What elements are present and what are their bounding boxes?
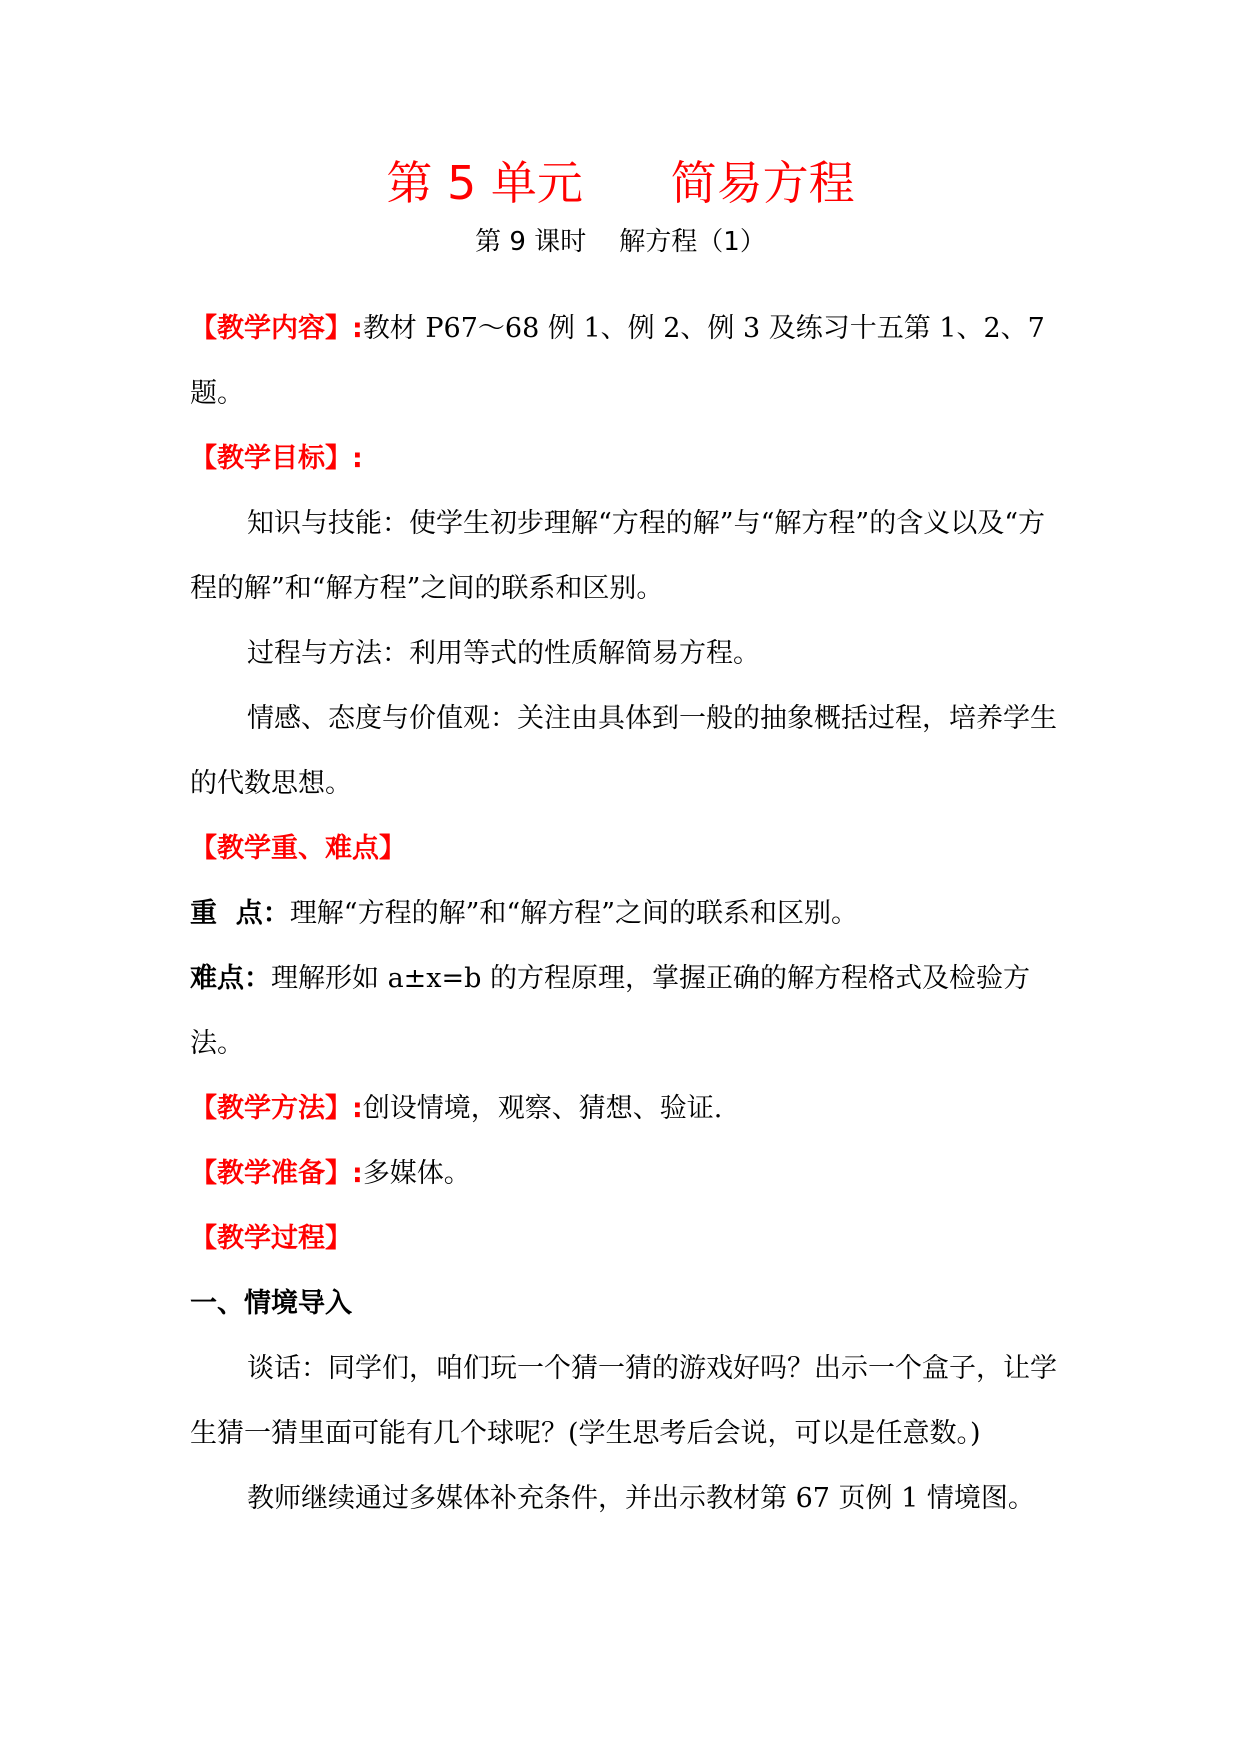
hard-point-label: 难点： (190, 963, 271, 994)
goal-emotion: 情感、态度与价值观：关注由具体到一般的抽象概括过程，培养学生的代数思想。 (190, 703, 1057, 799)
teaching-method-text: 创设情境，观察、猜想、验证. (362, 1093, 723, 1124)
keypoints-heading (190, 816, 1060, 881)
teaching-process-label: 【教学过程】 (190, 1223, 352, 1254)
key-point-label: 重 点： (190, 898, 290, 929)
hard-point-text: 理解形如 a±x=b 的方程原理，掌握正确的解方程格式及检验方法。 (190, 963, 1031, 1059)
teaching-method-label: 【教学方法】: (190, 1093, 363, 1124)
teaching-content-label: 【教学内容】: (190, 313, 363, 344)
document-body (190, 296, 1060, 1531)
unit-title: 第 5 单元 简易方程 (386, 156, 855, 210)
teaching-prep-label: 【教学准备】: (190, 1158, 363, 1189)
teaching-goals-heading (190, 426, 1060, 491)
teaching-content-text: 教材 P67～68 例 1、例 2、例 3 及练习十五第 1、2、7 题。 (190, 313, 1045, 409)
hard-point (190, 946, 1060, 1076)
key-point-text: 理解“方程的解”和“解方程”之间的联系和区别。 (289, 898, 859, 929)
teacher-paragraph: 教师继续通过多媒体补充条件，并出示教材第 67 页例 1 情境图。 (247, 1483, 1035, 1514)
teaching-goals-label: 【教学目标】: (190, 443, 363, 474)
section-heading: 一、情境导入 (190, 1288, 352, 1319)
key-point (190, 881, 1060, 946)
teaching-method (190, 1076, 1060, 1141)
goal-process: 过程与方法：利用等式的性质解简易方程。 (247, 638, 760, 669)
keypoints-label: 【教学重、难点】 (190, 833, 406, 864)
teaching-prep (190, 1141, 1060, 1206)
teaching-prep-text: 多媒体。 (362, 1158, 471, 1189)
goal-knowledge: 知识与技能：使学生初步理解“方程的解”与“解方程”的含义以及“方程的解”和“解方程”之间的联系和区别。 (190, 508, 1046, 604)
talk-paragraph: 谈话：同学们，咱们玩一个猜一猜的游戏好吗？出示一个盒子，让学生猜一猜里面可能有几个球呢？(学生思考后会说，可以是任意数。) (190, 1353, 1057, 1449)
teaching-process-heading (190, 1206, 1060, 1271)
lesson-subtitle: 第 9 课时 解方程（1） (475, 227, 766, 257)
teaching-content (190, 296, 1060, 426)
